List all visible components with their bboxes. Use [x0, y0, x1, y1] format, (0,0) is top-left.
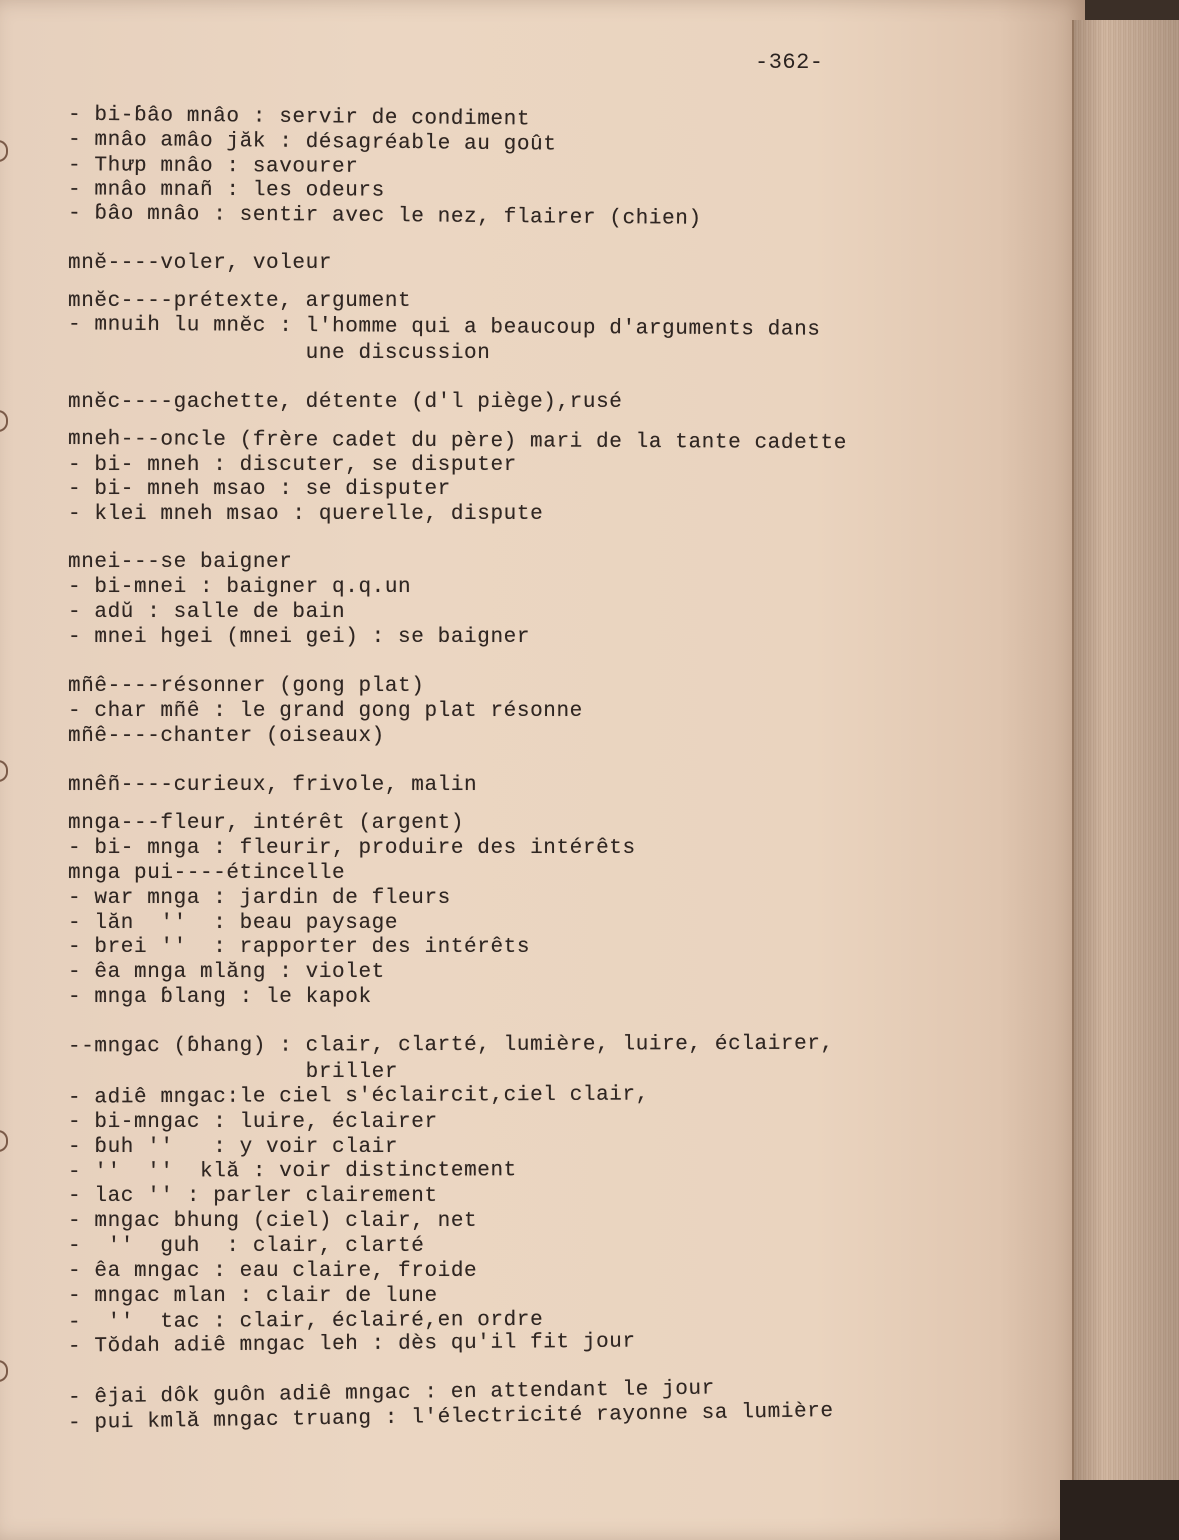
entry-line: - mngac mlan : clair de lune: [68, 1285, 438, 1308]
entry-line: mnga pui----étincelle: [68, 862, 346, 885]
entry-line: - bi-mngac : luire, éclairer: [68, 1111, 438, 1134]
entry-line: - brei '' : rapporter des intérêts: [68, 936, 531, 959]
entry-line: - Tŏdah adiê mngac leh : dès qu'il fit jour: [67, 1330, 636, 1359]
book-cover-corner: [1060, 1480, 1179, 1540]
entry-line: - char mñê : le grand gong plat résonne: [68, 700, 583, 723]
entry-line: - lăn '' : beau paysage: [68, 912, 399, 935]
entry-line: - êa mngac : eau claire, froide: [68, 1260, 478, 1283]
entry-line: mnei---se baigner: [68, 551, 293, 574]
binding-hole: [0, 1360, 8, 1382]
page-number: -362-: [755, 50, 824, 75]
entry-line: mñê----chanter (oiseaux): [68, 725, 385, 748]
entry-line: mnga---fleur, intérêt (argent): [68, 812, 465, 835]
entry-line: - êa mnga mlăng : violet: [68, 961, 385, 984]
entry-line: - bi-mnei : baigner q.q.un: [68, 576, 412, 599]
binding-hole: [0, 760, 8, 782]
entry-line: - mnâo mnañ : les odeurs: [67, 178, 385, 203]
page-edges-shadow: [1072, 20, 1179, 1540]
entry-line: - mnuih lu mnĕc : l'homme qui a beaucoup d'arguments dans: [67, 313, 821, 342]
entry-line: - mnâo amâo jăk : désagréable au goût: [67, 128, 557, 157]
entry-line: - adiê mngac:le ciel s'éclaircit,ciel clair,: [67, 1083, 649, 1110]
entry-line: - Thưp mnâo : savourer: [67, 154, 359, 179]
entry-line: une discussion: [68, 342, 491, 365]
entry-line: mneh---oncle (frère cadet du père) mari de la tante cadette: [67, 427, 847, 456]
entry-line: - êjai dôk guôn adiê mngac : en attendant le jour: [67, 1377, 716, 1410]
entry-line: - '' tac : clair, éclairé,en ordre: [67, 1308, 544, 1335]
entry-line: - war mnga : jardin de fleurs: [68, 887, 451, 910]
entry-line: - pui kmlă mngac truang : l'électricité rayonne sa lumière: [67, 1399, 834, 1436]
entry-line: mnĕc----prétexte, argument: [68, 290, 412, 313]
entry-line: mnĕ----voler, voleur: [68, 252, 333, 275]
entry-line: - mnga ɓlang : le kapok: [68, 986, 372, 1009]
entry-line: - klei mneh msao : querelle, dispute: [68, 503, 544, 526]
entry-line: - bi- mneh msao : se disputer: [68, 478, 451, 501]
entry-line: - mnei hgei (mnei gei) : se baigner: [68, 626, 531, 649]
entry-line: mnĕc----gachette, détente (d'l piège),rusé: [68, 391, 623, 414]
entry-line: - mngac bhung (ciel) clair, net: [68, 1210, 478, 1233]
entry-line: - bi-ɓâo mnâo : servir de condiment: [67, 103, 531, 132]
entry-line: - bi- mneh : discuter, se disputer: [68, 454, 517, 477]
entry-line: - ɓâo mnâo : sentir avec le nez, flairer (chien): [67, 202, 702, 231]
binding-hole: [0, 1130, 8, 1152]
entry-line: --mngac (ɓhang) : clair, clarté, lumière, luire, éclairer,: [67, 1032, 834, 1059]
binding-holes: [0, 0, 10, 1540]
entry-line: - adŭ : salle de bain: [68, 601, 346, 624]
entry-line: - lac '' : parler clairement: [68, 1185, 438, 1208]
entry-line: briller: [68, 1061, 399, 1084]
entry-line: mnêñ----curieux, frivole, malin: [68, 774, 478, 797]
entry-line: - '' '' klă : voir distinctement: [67, 1159, 517, 1184]
entry-line: - '' guh : clair, clarté: [68, 1235, 425, 1258]
entry-line: mñê----résonner (gong plat): [68, 675, 425, 698]
entry-line: - ɓuh '' : y voir clair: [68, 1136, 399, 1159]
binding-hole: [0, 410, 8, 432]
entry-line: - bi- mnga : fleurir, produire des intérêts: [68, 837, 636, 860]
binding-hole: [0, 140, 8, 162]
